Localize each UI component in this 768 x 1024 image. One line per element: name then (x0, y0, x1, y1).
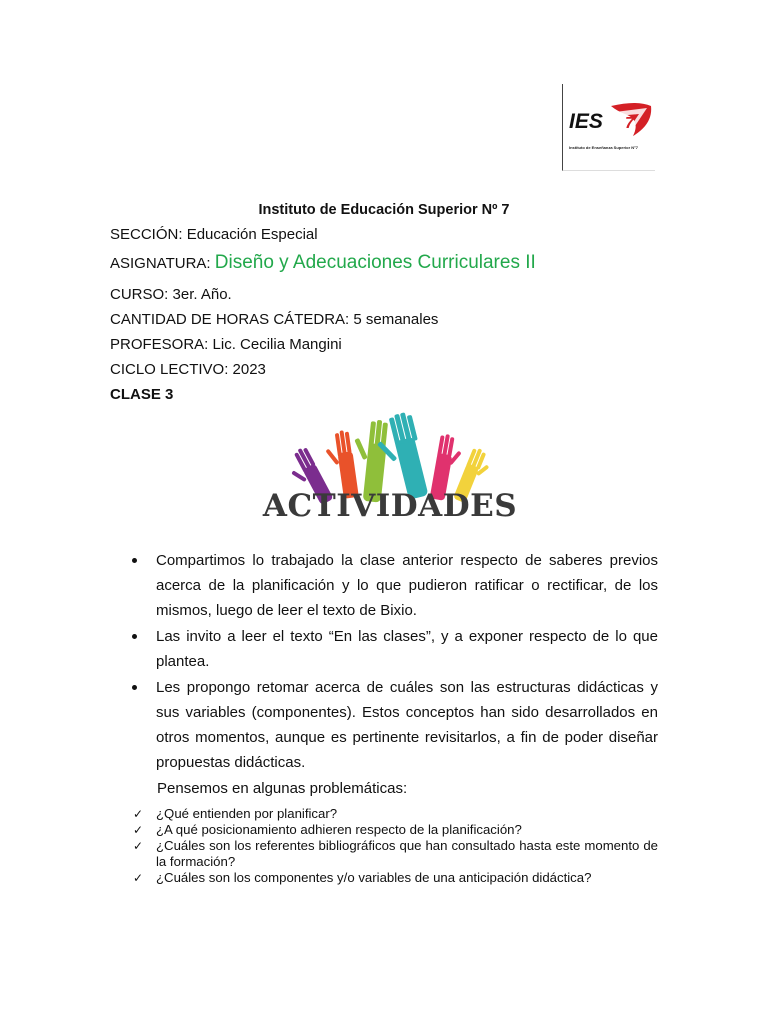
questions-list (133, 806, 658, 886)
list-item-text: Las invito a leer el texto “En las clases”, y a exponer respecto de lo que plantea. (156, 628, 658, 670)
bullet-icon (132, 685, 137, 690)
checkmark-icon: ✓ (133, 839, 144, 853)
logo-number: 7 (625, 115, 634, 132)
checkmark-icon: ✓ (133, 871, 144, 885)
list-item (130, 548, 658, 623)
logo-subtitle: Instituto de Enseñanza Superior N°7 (569, 145, 638, 150)
asignatura-value: Diseño y Adecuaciones Curriculares II (214, 252, 536, 273)
question-item (133, 838, 658, 870)
question-text: ¿A qué posicionamiento adhieren respecto de la planificación? (156, 822, 522, 837)
document-title: Instituto de Educación Superior Nº 7 (258, 202, 510, 218)
seccion-value: Educación Especial (186, 226, 318, 243)
question-item (133, 870, 658, 886)
activities-hands-illustration (262, 412, 518, 524)
question-item (133, 806, 658, 822)
question-text: ¿Cuáles son los referentes bibliográficos que han consultado hasta este momento de la formación? (156, 838, 658, 869)
activities-list (130, 548, 658, 775)
seccion-label: SECCIÓN: (110, 226, 183, 243)
logo-text: IES (569, 110, 603, 133)
checkmark-icon: ✓ (133, 823, 144, 837)
bullet-icon (132, 558, 137, 563)
checkmark-icon: ✓ (133, 807, 144, 821)
asignatura-line (110, 252, 536, 274)
activities-word: ACTIVIDADES (262, 488, 518, 524)
list-item-text: Compartimos lo trabajado la clase anterior respecto de saberes previos acerca de la planificación y lo que pudieron ratificar o rectificar, de los mismos, luego de leer el texto de Bixio. (156, 552, 658, 619)
problems-intro: Pensemos en algunas problemáticas: (157, 780, 408, 797)
seccion-line (110, 226, 318, 243)
bullet-icon (132, 634, 137, 639)
question-text: ¿Cuáles son los componentes y/o variables de una anticipación didáctica? (156, 870, 592, 885)
list-item (130, 624, 658, 674)
list-item (130, 675, 658, 775)
clase-line: CLASE 3 (110, 386, 174, 403)
horas-line: CANTIDAD DE HORAS CÁTEDRA: 5 semanales (110, 311, 439, 328)
question-item (133, 822, 658, 838)
ies-logo-icon (567, 98, 653, 142)
asignatura-label: ASIGNATURA: (110, 255, 211, 272)
ciclo-line: CICLO LECTIVO: 2023 (110, 361, 266, 378)
question-text: ¿Qué entienden por planificar? (156, 806, 338, 821)
profesora-line: PROFESORA: Lic. Cecilia Mangini (110, 336, 342, 353)
curso-line: CURSO: 3er. Año. (110, 286, 232, 303)
institution-logo (562, 84, 655, 171)
list-item-text: Les propongo retomar acerca de cuáles son las estructuras didácticas y sus variables (componentes). Estos conceptos han sido desarrollados en otros momentos, aunque es pertinente revisitarlos, a fin de poder diseñar propuestas didácticas. (156, 679, 658, 771)
